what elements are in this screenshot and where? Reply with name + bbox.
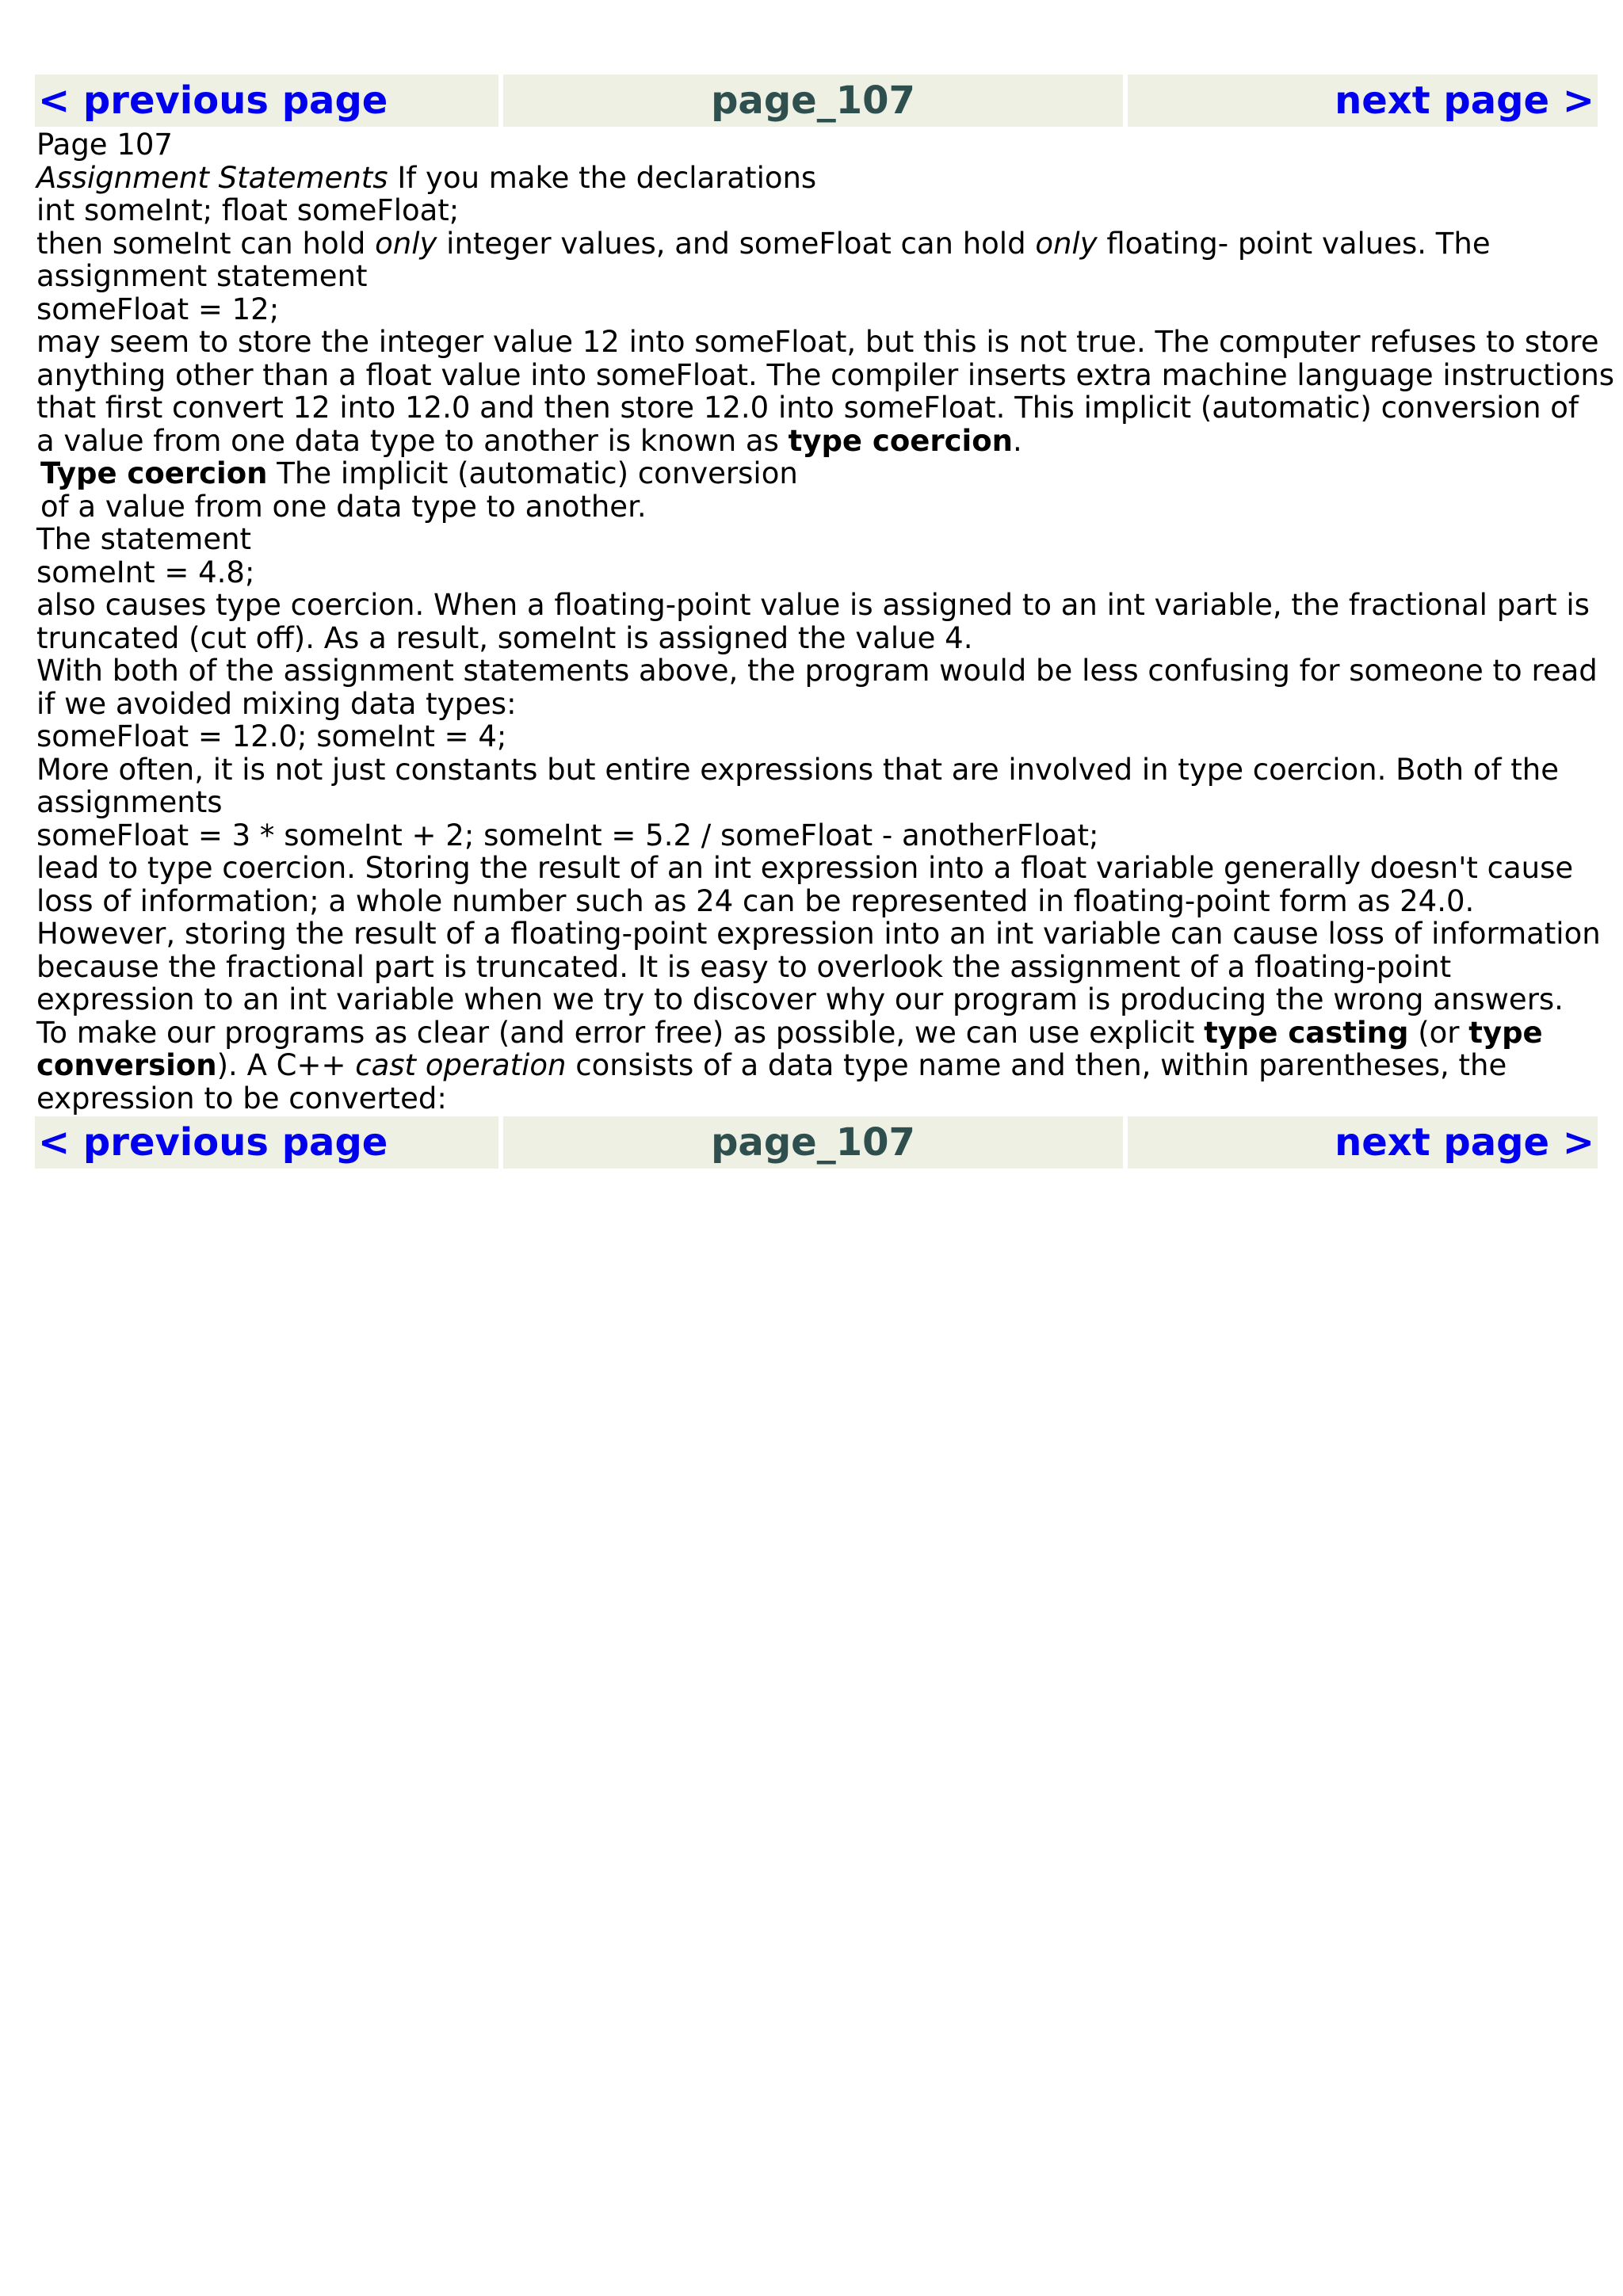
- prev-cell: [35, 74, 498, 127]
- definition-term: Type coercion: [40, 456, 268, 490]
- next-page-link[interactable]: next page >: [1335, 1120, 1594, 1165]
- section-heading: [36, 162, 1598, 195]
- paragraph-line: With both of the assignment statements above, the program would be less confusing for someone to read: [36, 654, 1598, 688]
- next-cell: [1128, 74, 1598, 127]
- paragraph-line: However, storing the result of a floating-point expression into an int variable can cause loss of information: [36, 917, 1601, 951]
- page-label-cell: [503, 74, 1123, 127]
- paragraph-line: loss of information; a whole number such as 24 can be represented in floating-point form as 24.0.: [36, 883, 1475, 918]
- document-page: [35, 74, 1615, 1169]
- bottom-navigation: [35, 1116, 1598, 1169]
- code-line: someFloat = 12;: [36, 292, 280, 326]
- page-number: Page 107: [36, 128, 173, 162]
- key-term: conversion: [36, 1048, 217, 1082]
- code-line: someFloat = 3 * someInt + 2; someInt = 5.2 / someFloat - anotherFloat;: [36, 818, 1099, 852]
- paragraph-line: may seem to store the integer value 12 into someFloat, but this is not true. The computer refuses to store: [36, 325, 1599, 359]
- page-label: page_107: [711, 78, 915, 123]
- paragraph-line: The statement: [36, 522, 252, 556]
- next-page-link[interactable]: next page >: [1335, 78, 1594, 123]
- key-term: type: [1468, 1015, 1543, 1050]
- key-term: type coercion: [788, 423, 1013, 458]
- prev-cell: [35, 1116, 498, 1169]
- paragraph-line: expression to be converted:: [36, 1081, 447, 1116]
- paragraph-line: truncated (cut off). As a result, someInt is assigned the value 4.: [36, 620, 973, 655]
- paragraph-line: To make our programs as clear (and error free) as possible, we can use explicit type casting (or type: [36, 1015, 1543, 1050]
- definition-box: Type coercion The implicit (automatic) conversion of a value from one data type to another.: [40, 456, 798, 524]
- heading-title: Assignment Statements: [36, 160, 388, 195]
- paragraph-line: assignments: [36, 785, 223, 819]
- paragraph-line: assignment statement: [36, 259, 368, 293]
- declaration-code: int someInt; float someFloat;: [36, 193, 460, 227]
- paragraph-line: then someInt can hold only integer values, and someFloat can hold only floating- point values. The: [36, 226, 1491, 261]
- paragraph-line: More often, it is not just constants but entire expressions that are involved in type coercion. Both of the: [36, 752, 1559, 787]
- paragraph-line: anything other than a float value into someFloat. The compiler inserts extra machine language instructions: [36, 357, 1615, 392]
- previous-page-link[interactable]: < previous page: [38, 78, 388, 123]
- key-term: type casting: [1204, 1015, 1409, 1050]
- paragraph-line: that first convert 12 into 12.0 and then store 12.0 into someFloat. This implicit (automatic) conversion of: [36, 391, 1579, 425]
- previous-page-link[interactable]: < previous page: [38, 1120, 388, 1165]
- top-navigation: [35, 74, 1598, 127]
- paragraph-line: a value from one data type to another is known as type coercion.: [36, 423, 1022, 458]
- code-line: someInt = 4.8;: [36, 555, 255, 589]
- paragraph-line: if we avoided mixing data types:: [36, 686, 517, 721]
- paragraph-line: conversion). A C++ cast operation consists of a data type name and then, within parentheses, the: [36, 1048, 1507, 1082]
- page-label-cell: [503, 1116, 1123, 1169]
- paragraph-line: lead to type coercion. Storing the result of an int expression into a float variable generally doesn't cause: [36, 851, 1574, 885]
- page-label: page_107: [711, 1120, 915, 1165]
- paragraph-line: expression to an int variable when we try to discover why our program is producing the wrong answers.: [36, 982, 1564, 1016]
- paragraph-line: also causes type coercion. When a floating-point value is assigned to an int variable, the fractional part is: [36, 588, 1590, 622]
- next-cell: [1128, 1116, 1598, 1169]
- heading-text: If you make the declarations: [388, 160, 817, 195]
- code-line: someFloat = 12.0; someInt = 4;: [36, 719, 507, 753]
- page-content: [35, 127, 1615, 1116]
- paragraph-line: because the fractional part is truncated. It is easy to overlook the assignment of a floating-point: [36, 949, 1452, 984]
